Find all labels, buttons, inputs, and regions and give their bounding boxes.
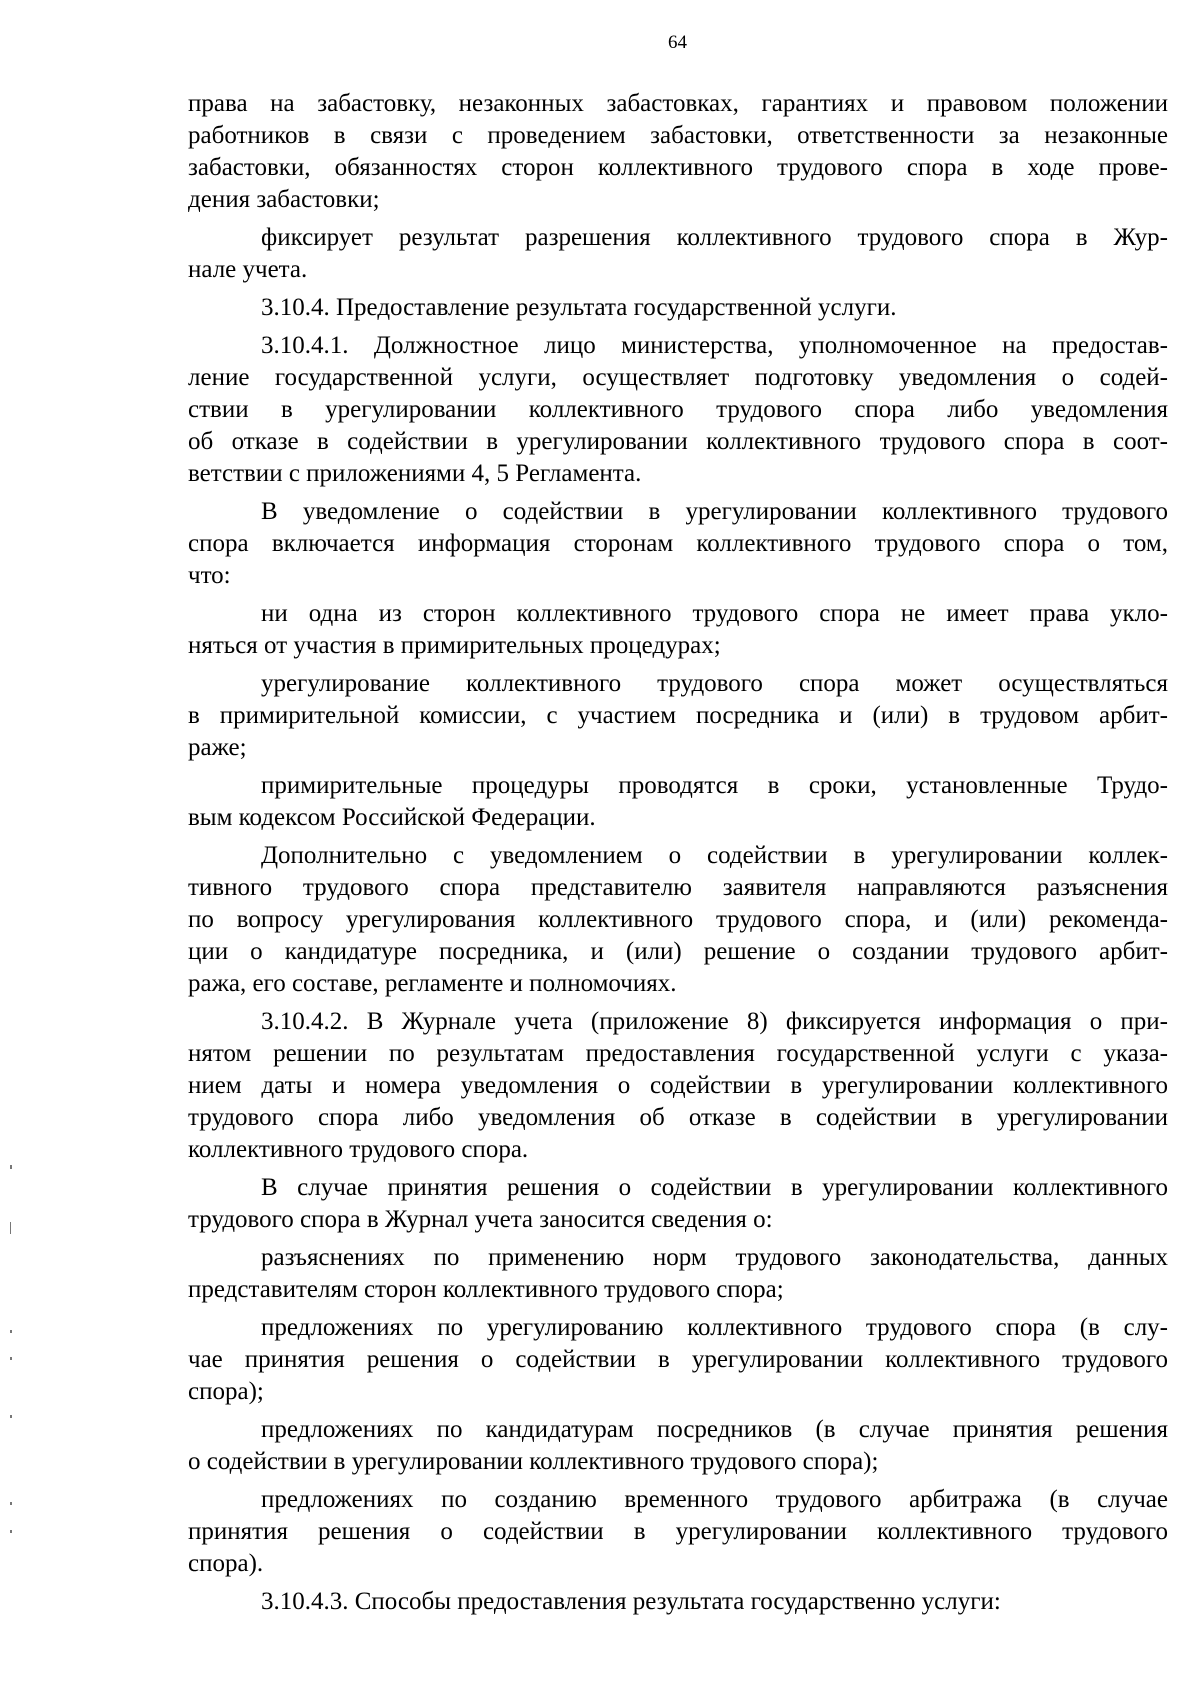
text-line: 3.10.4. Предоставление результата государственной услуги. <box>261 294 897 321</box>
scan-artifact <box>10 1357 12 1360</box>
text-line: урегулирование коллективного трудового спора может осуществляться <box>261 670 1168 697</box>
text-line: спора). <box>188 1550 264 1577</box>
text-line: по вопросу урегулирования коллективного трудового спора, и (или) рекоменда- <box>188 906 1168 933</box>
text-line: 3.10.4.3. Способы предоставления результата государственно услуги: <box>261 1588 1001 1615</box>
scan-artifact <box>10 1415 12 1418</box>
text-line: спора); <box>188 1378 264 1405</box>
text-line: представителям сторон коллективного трудового спора; <box>188 1276 784 1303</box>
text-line: принятия решения о содействии в урегулировании коллективного трудового <box>188 1518 1168 1545</box>
text-line: нием даты и номера уведомления о содействии в урегулировании коллективного <box>188 1072 1168 1099</box>
text-line: что: <box>188 562 231 589</box>
text-line: предложениях по созданию временного трудового арбитража (в случае <box>261 1486 1168 1513</box>
text-line: работников в связи с проведением забастовки, ответственности за незаконные <box>188 122 1168 149</box>
text-line: трудового спора в Журнал учета заносится сведения о: <box>188 1206 773 1233</box>
text-line: предложениях по кандидатурам посредников (в случае принятия решения <box>261 1416 1168 1443</box>
text-line: в примирительной комиссии, с участием посредника и (или) в трудовом арбит- <box>188 702 1168 729</box>
text-line: В случае принятия решения о содействии в урегулировании коллективного <box>261 1174 1168 1201</box>
scan-artifact <box>10 1502 12 1505</box>
text-line: о содействии в урегулировании коллективного трудового спора); <box>188 1448 879 1475</box>
text-line: раже; <box>188 734 247 761</box>
text-line: нятом решении по результатам предоставления государственной услуги с указа- <box>188 1040 1168 1067</box>
text-line: ража, его составе, регламенте и полномочиях. <box>188 970 677 997</box>
scan-artifact <box>10 1165 12 1169</box>
text-line: тивного трудового спора представителю заявителя направляются разъяснения <box>188 874 1168 901</box>
scan-artifact <box>10 1222 11 1234</box>
text-line: трудового спора либо уведомления об отказе в содействии в урегулировании <box>188 1104 1168 1131</box>
text-line: предложениях по урегулированию коллективного трудового спора (в слу- <box>261 1314 1168 1341</box>
scan-artifact <box>10 1530 12 1533</box>
text-line: фиксирует результат разрешения коллективного трудового спора в Жур- <box>261 224 1168 251</box>
text-line: чае принятия решения о содействии в урегулировании коллективного трудового <box>188 1346 1168 1373</box>
text-line: коллективного трудового спора. <box>188 1136 529 1163</box>
text-line: дения забастовки; <box>188 186 380 213</box>
text-line: забастовки, обязанностях сторон коллективного трудового спора в ходе прове- <box>188 154 1168 181</box>
text-line: няться от участия в примирительных процедурах; <box>188 632 721 659</box>
text-line: В уведомление о содействии в урегулировании коллективного трудового <box>261 498 1168 525</box>
text-line: разъяснениях по применению норм трудового законодательства, данных <box>261 1244 1168 1271</box>
text-line: ствии в урегулировании коллективного трудового спора либо уведомления <box>188 396 1168 423</box>
text-line: ции о кандидатуре посредника, и (или) решение о создании трудового арбит- <box>188 938 1168 965</box>
text-line: Дополнительно с уведомлением о содействии в урегулировании коллек- <box>261 842 1168 869</box>
text-line: ни одна из сторон коллективного трудового спора не имеет права укло- <box>261 600 1168 627</box>
text-line: 3.10.4.2. В Журнале учета (приложение 8) фиксируется информация о при- <box>261 1008 1168 1035</box>
scan-artifact <box>10 1330 12 1333</box>
text-line: нале учета. <box>188 256 308 283</box>
page-number: 64 <box>668 32 687 53</box>
document-body <box>188 88 1168 1618</box>
text-line: 3.10.4.1. Должностное лицо министерства, уполномоченное на предостав- <box>261 332 1168 359</box>
text-line: спора включается информация сторонам коллективного трудового спора о том, <box>188 530 1168 557</box>
text-line: ветствии с приложениями 4, 5 Регламента. <box>188 460 642 487</box>
text-line: примирительные процедуры проводятся в сроки, установленные Трудо- <box>261 772 1168 799</box>
text-line: права на забастовку, незаконных забастовках, гарантиях и правовом положении <box>188 90 1168 117</box>
text-line: вым кодексом Российской Федерации. <box>188 804 596 831</box>
text-line: об отказе в содействии в урегулировании коллективного трудового спора в соот- <box>188 428 1168 455</box>
text-line: ление государственной услуги, осуществляет подготовку уведомления о содей- <box>188 364 1168 391</box>
